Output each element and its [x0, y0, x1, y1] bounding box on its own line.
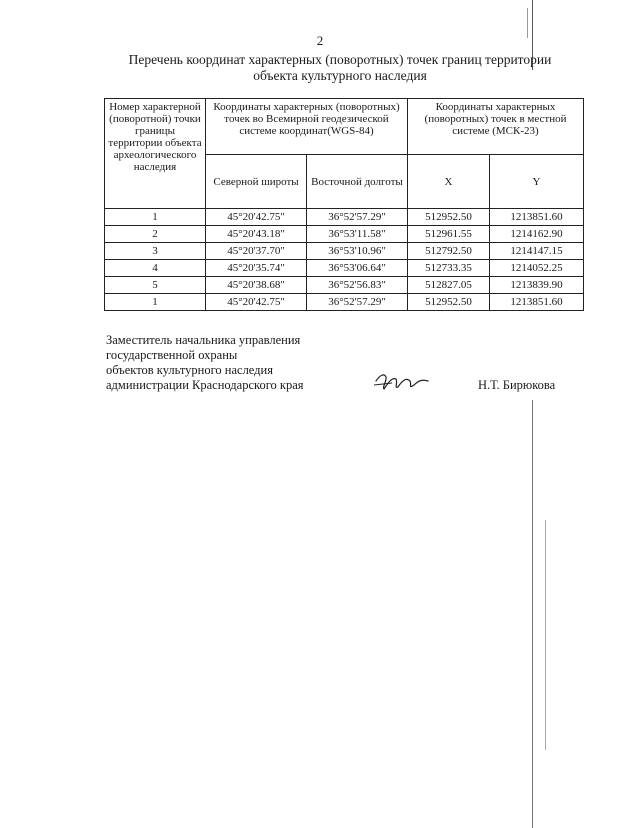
title-line-2: объекта культурного наследия — [253, 68, 427, 83]
cell-latitude: 45°20'37.70" — [206, 243, 307, 260]
cell-longitude: 36°53'06.64" — [307, 260, 408, 277]
document-title — [100, 52, 580, 84]
cell-longitude: 36°53'10.96" — [307, 243, 408, 260]
cell-point: 3 — [105, 243, 206, 260]
coordinates-table — [104, 98, 584, 311]
cell-x: 512952.50 — [408, 209, 490, 226]
cell-longitude: 36°53'11.58" — [307, 226, 408, 243]
signer-name: Н.Т. Бирюкова — [478, 378, 556, 392]
cell-y: 1214052.25 — [490, 260, 584, 277]
cell-y: 1213839.90 — [490, 277, 584, 294]
cell-y: 1214147.15 — [490, 243, 584, 260]
subheader-x: X — [408, 155, 490, 209]
signatory-position — [106, 333, 304, 393]
cell-x: 512733.35 — [408, 260, 490, 277]
scan-artifact-line — [532, 400, 533, 828]
page-number: 2 — [316, 33, 324, 48]
table-row — [105, 226, 584, 243]
header-msk23: Координаты характерных (поворотных) точек в местной системе (МСК-23) — [408, 99, 584, 155]
scan-artifact-line — [545, 520, 546, 750]
cell-latitude: 45°20'38.68" — [206, 277, 307, 294]
cell-x: 512792.50 — [408, 243, 490, 260]
cell-latitude: 45°20'43.18" — [206, 226, 307, 243]
table-row — [105, 243, 584, 260]
handwritten-signature — [372, 369, 432, 395]
cell-x: 512952.50 — [408, 294, 490, 311]
cell-longitude: 36°52'57.29" — [307, 209, 408, 226]
cell-point: 2 — [105, 226, 206, 243]
header-wgs84: Координаты характерных (поворотных) точек во Всемирной геодезической системе координат(WGS-84) — [206, 99, 408, 155]
subheader-longitude: Восточной долготы — [307, 155, 408, 209]
cell-point: 1 — [105, 294, 206, 311]
table-row — [105, 209, 584, 226]
table-row — [105, 294, 584, 311]
cell-longitude: 36°52'56.83" — [307, 277, 408, 294]
table-row — [105, 277, 584, 294]
cell-y: 1213851.60 — [490, 294, 584, 311]
signatory-line-2: государственной охраны — [106, 348, 238, 362]
cell-latitude: 45°20'42.75" — [206, 209, 307, 226]
signatory-line-3: объектов культурного наследия — [106, 363, 273, 377]
cell-point: 1 — [105, 209, 206, 226]
cell-point: 5 — [105, 277, 206, 294]
cell-longitude: 36°52'57.29" — [307, 294, 408, 311]
cell-y: 1213851.60 — [490, 209, 584, 226]
cell-x: 512827.05 — [408, 277, 490, 294]
cell-x: 512961.55 — [408, 226, 490, 243]
table-header-row — [105, 99, 584, 155]
signatory-line-1: Заместитель начальника управления — [106, 333, 301, 347]
cell-latitude: 45°20'35.74" — [206, 260, 307, 277]
cell-point: 4 — [105, 260, 206, 277]
table-row — [105, 260, 584, 277]
title-line-1: Перечень координат характерных (поворотных) точек границ территории — [128, 52, 552, 67]
subheader-y: Y — [490, 155, 584, 209]
cell-latitude: 45°20'42.75" — [206, 294, 307, 311]
cell-y: 1214162.90 — [490, 226, 584, 243]
subheader-latitude: Северной широты — [206, 155, 307, 209]
header-point-number: Номер характерной (поворотной) точки границы территории объекта археологического наследия — [105, 99, 206, 209]
signatory-line-4: администрации Краснодарского края — [106, 378, 304, 392]
